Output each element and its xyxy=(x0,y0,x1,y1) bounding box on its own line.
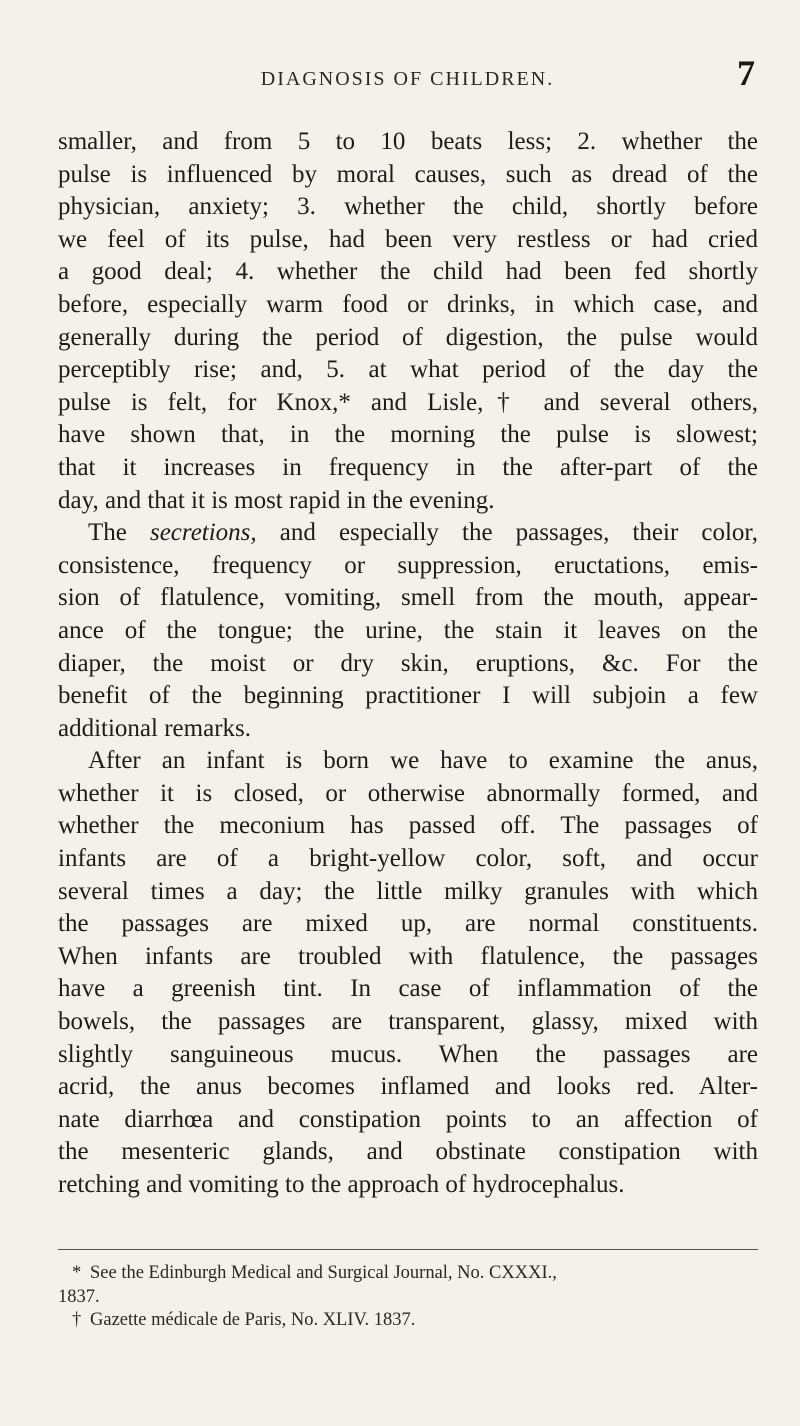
paragraph-pulse xyxy=(58,126,758,517)
text-line: day, and that it is most rapid in the evening. xyxy=(58,486,495,514)
text-line: whether the meconium has passed off. The passages of xyxy=(58,812,758,840)
text-line: infants are of a bright-yellow color, soft, and occur xyxy=(58,845,758,873)
footnotes xyxy=(58,1262,758,1333)
text-line: several times a day; the little milky granules with which xyxy=(58,877,758,905)
text-line: physician, anxiety; 3. whether the child, shortly before xyxy=(58,193,758,221)
text-line: diaper, the moist or dry skin, eruptions, &c. For the xyxy=(58,649,758,677)
text-line: consistence, frequency or suppression, eructations, emis- xyxy=(58,551,758,579)
text-line: benefit of the beginning practitioner I will subjoin a few xyxy=(58,682,758,710)
text-line: pulse is influenced by moral causes, such as dread of the xyxy=(58,160,758,188)
text-line: the passages are mixed up, are normal constituents. xyxy=(58,910,758,938)
footnote-1 xyxy=(58,1262,758,1286)
text-fragment: The xyxy=(88,519,150,547)
text-line: nate diarrhœa and constipation points to an affection of xyxy=(58,1105,758,1133)
text-line: After an infant is born we have to examine the anus, xyxy=(88,747,758,775)
text-line: before, especially warm food or drinks, in which case, and xyxy=(58,290,758,318)
text-line: the mesenteric glands, and obstinate constipation with xyxy=(58,1138,758,1166)
text-line: slightly sanguineous mucus. When the passages are xyxy=(58,1040,758,1068)
footnote-text: Gazette médicale de Paris, No. XLIV. 1837. xyxy=(90,1310,416,1330)
text-line: When infants are troubled with flatulence, the passages xyxy=(58,942,758,970)
body-text xyxy=(58,126,758,1202)
text-line: bowels, the passages are transparent, glassy, mixed with xyxy=(58,1008,758,1036)
text-line: additional remarks. xyxy=(58,714,251,742)
text-line: sion of flatulence, vomiting, smell from the mouth, appear- xyxy=(58,584,758,612)
text-line: retching and vomiting to the approach of hydrocephalus. xyxy=(58,1171,625,1198)
text-line: smaller, and from 5 to 10 beats less; 2. whether the xyxy=(58,128,758,155)
text-line: a good deal; 4. whether the child had been fed shortly xyxy=(58,258,758,286)
paragraph-infant-passages xyxy=(58,745,758,1201)
text-line: have shown that, in the morning the pulse is slowest; xyxy=(58,421,758,449)
text-line: we feel of its pulse, had been very restless or had cried xyxy=(58,225,758,253)
footnote-rule xyxy=(58,1249,758,1250)
text-fragment: and especially the passages, their color, xyxy=(256,519,758,547)
footnote-text: See the Edinburgh Medical and Surgical Journal, No. CXXXI., xyxy=(90,1263,557,1283)
footnote-mark: * xyxy=(72,1263,82,1283)
running-title: DIAGNOSIS OF CHILDREN. xyxy=(260,68,555,90)
text-line: pulse is felt, for Knox,* and Lisle,† and several others, xyxy=(58,388,758,416)
paragraph-secretions xyxy=(58,517,758,745)
text-line: perceptibly rise; and, 5. at what period of the day the xyxy=(58,356,758,384)
italic-term: secretions, xyxy=(149,519,257,547)
page-number: 7 xyxy=(737,53,755,93)
text-line: whether it is closed, or otherwise abnormally formed, and xyxy=(58,779,758,807)
footnote-2 xyxy=(58,1309,758,1333)
text-line xyxy=(58,517,758,550)
text-line: generally during the period of digestion, the pulse would xyxy=(58,323,758,351)
footnote-mark: † xyxy=(72,1310,82,1330)
footnote-1-continued: 1837. xyxy=(58,1286,100,1307)
text-line: have a greenish tint. In case of inflammation of the xyxy=(58,975,758,1003)
running-head xyxy=(60,53,755,100)
text-line: that it increases in frequency in the after-part of the xyxy=(58,453,758,481)
text-line: acrid, the anus becomes inflamed and looks red. Alter- xyxy=(58,1073,758,1101)
text-line: ance of the tongue; the urine, the stain it leaves on the xyxy=(58,616,758,644)
